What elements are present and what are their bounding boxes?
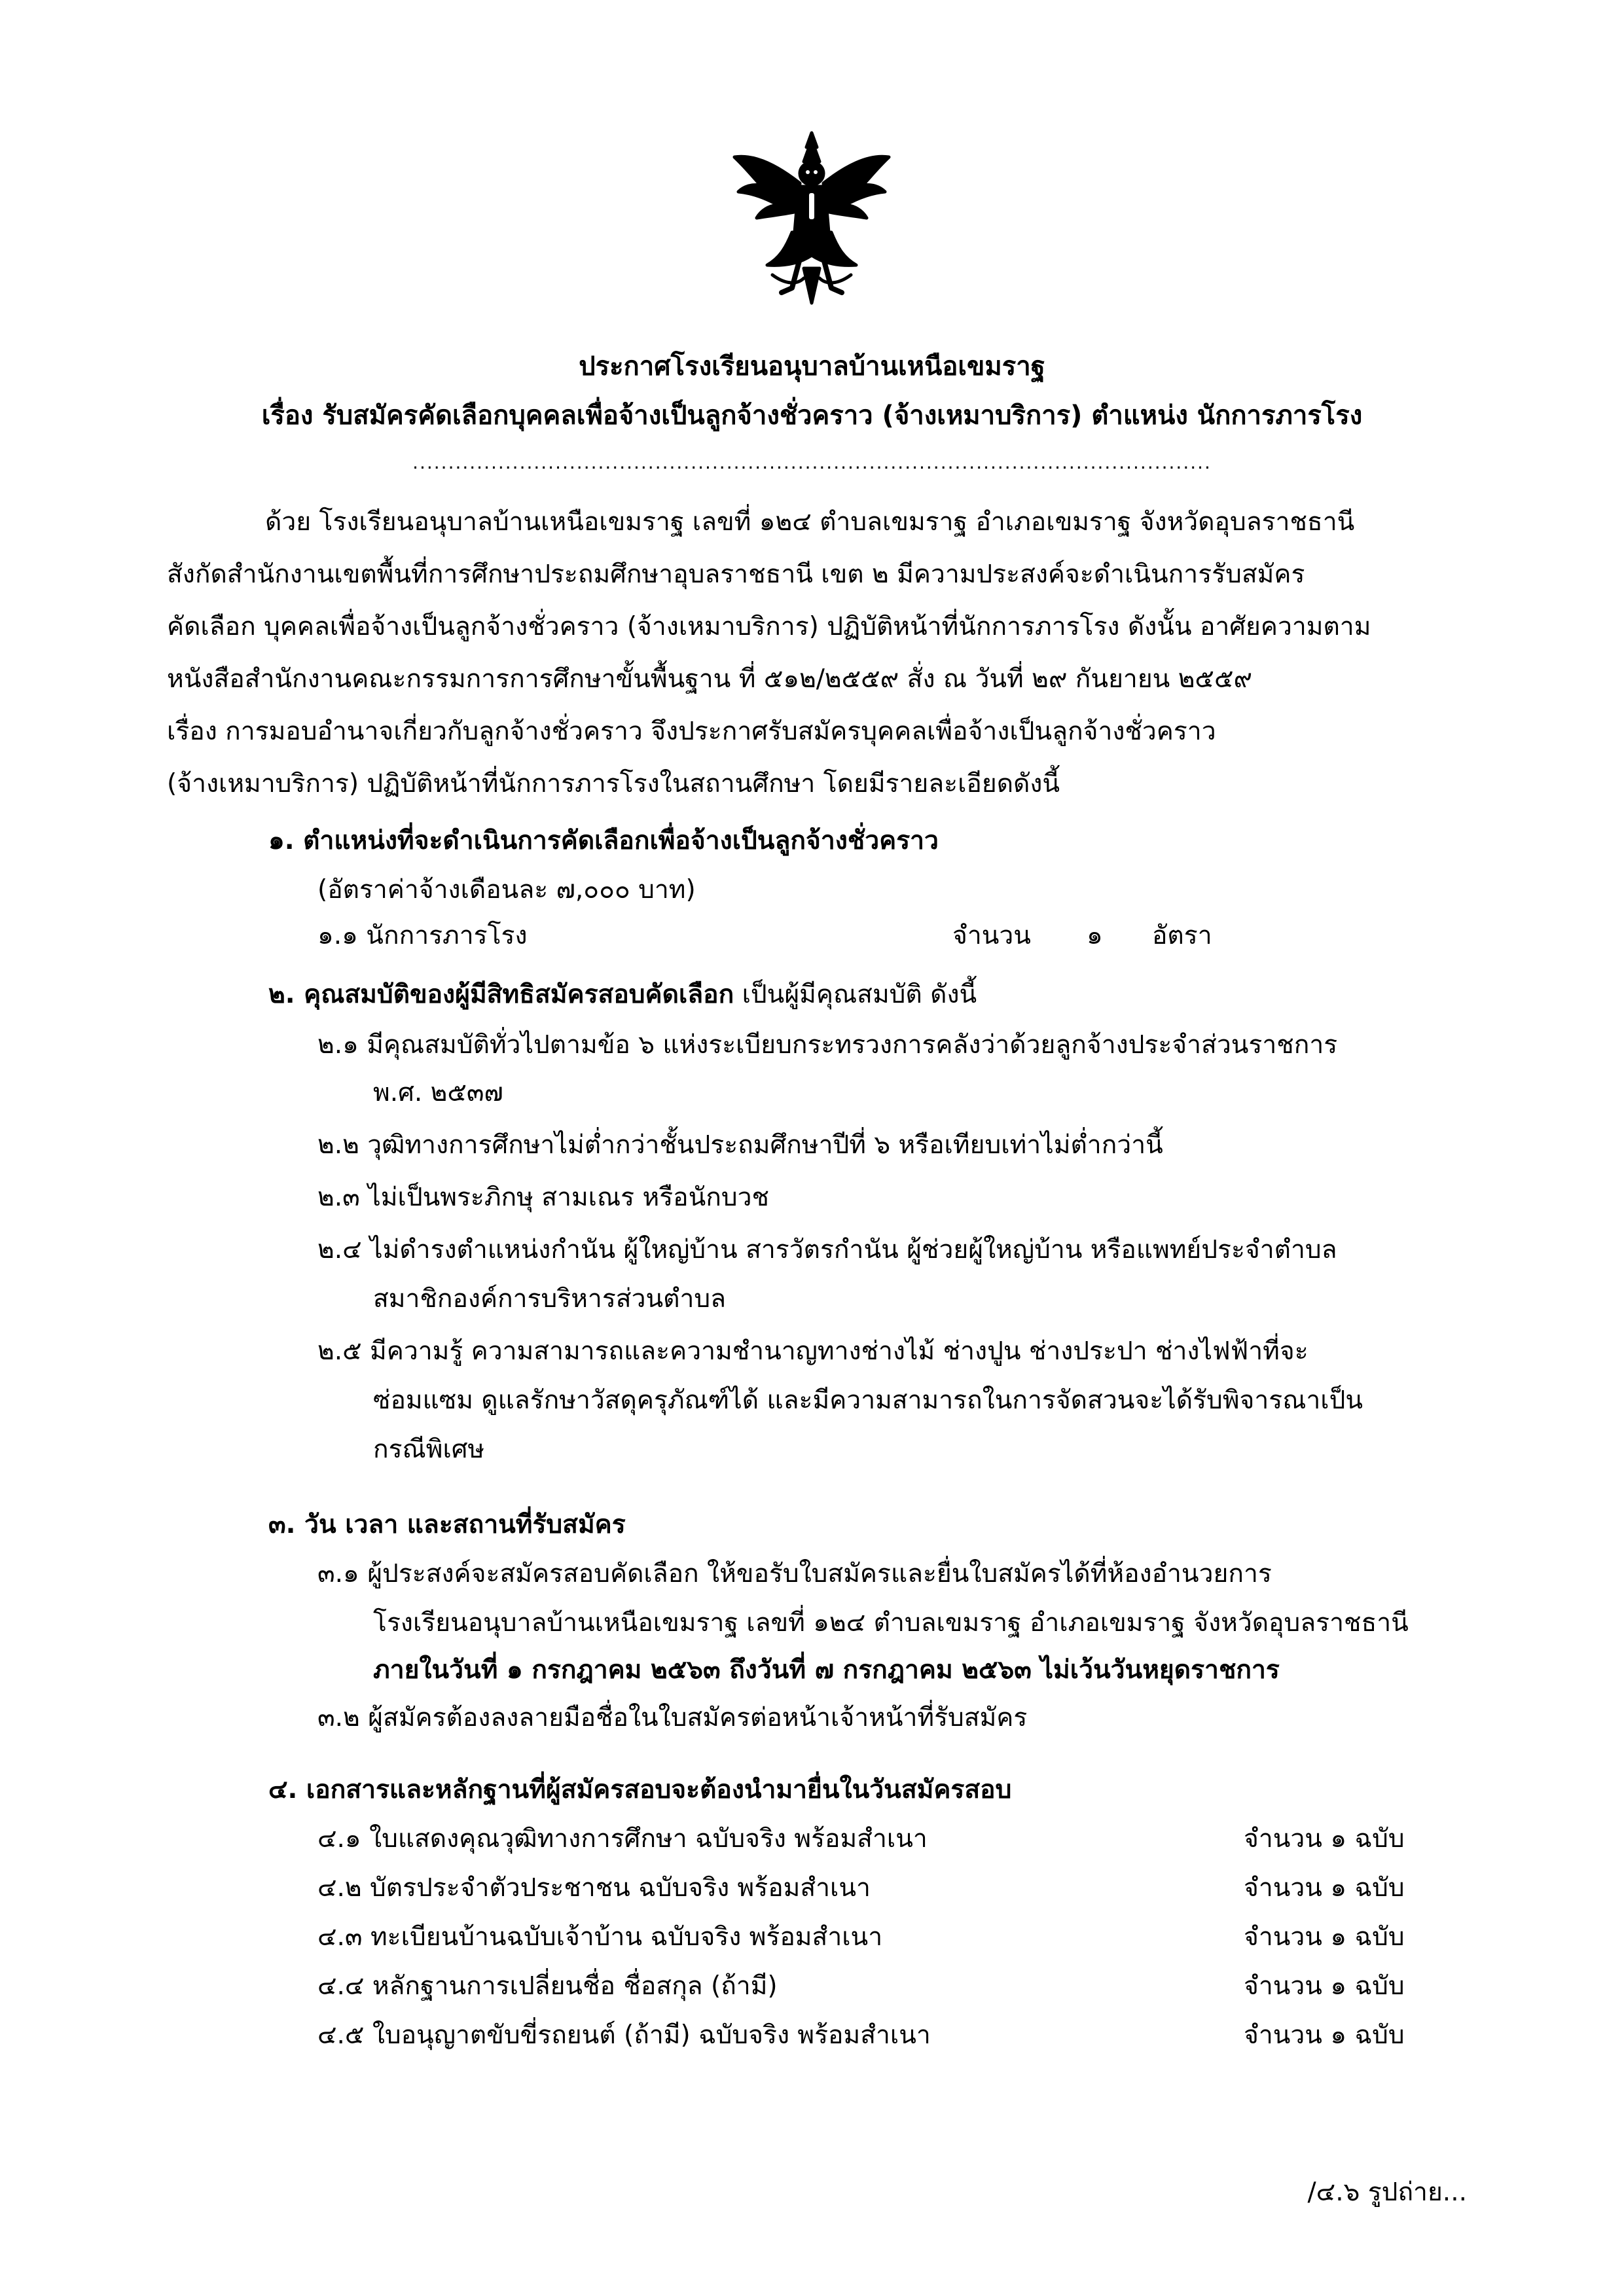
document-item-label: ๔.๑ ใบแสดงคุณวุฒิทางการศึกษา ฉบับจริง พร้อมสำเนา	[317, 1824, 928, 1854]
section-2-item: ๒.๑ มีคุณสมบัติทั่วไปตามข้อ ๖ แห่งระเบียบกระทรวงการคลังว่าด้วยลูกจ้างประจำส่วนราชการ	[317, 1030, 1338, 1060]
document-item-qty: จำนวน ๑ ฉบับ	[1244, 1873, 1405, 1903]
section-1-unit: อัตรา	[1152, 921, 1212, 950]
title-separator: ................................................................................................................	[412, 452, 1212, 473]
garuda-emblem-icon	[727, 128, 897, 308]
announcement-title: ประกาศโรงเรียนอนุบาลบ้านเหนือเขมราฐ	[579, 351, 1045, 382]
section-2-item: ๒.๓ ไม่เป็นพระภิกษุ สามเณร หรือนักบวช	[317, 1183, 770, 1212]
section-3-item: ๓.๑ ผู้ประสงค์จะสมัครสอบคัดเลือก ให้ขอรับใบสมัครและยื่นใบสมัครได้ที่ห้องอำนวยการ	[317, 1559, 1272, 1588]
document-item-qty: จำนวน ๑ ฉบับ	[1244, 1824, 1405, 1854]
document-item-label: ๔.๕ ใบอนุญาตขับขี่รถยนต์ (ถ้ามี) ฉบับจริง พร้อมสำเนา	[317, 2020, 931, 2050]
page-continuation: /๔.๖ รูปถ่าย...	[1307, 2178, 1467, 2207]
section-2-heading-rest: เป็นผู้มีคุณสมบัติ ดังนี้	[734, 980, 977, 1009]
section-3-heading: ๓. วัน เวลา และสถานที่รับสมัคร	[268, 1510, 626, 1539]
section-1-count: ๑	[1087, 921, 1103, 950]
section-2-item-cont: พ.ศ. ๒๕๓๗	[373, 1078, 503, 1107]
section-1-heading: ๑. ตำแหน่งที่จะดำเนินการคัดเลือกเพื่อจ้างเป็นลูกจ้างชั่วคราว	[268, 826, 939, 855]
section-2-heading-bold: ๒. คุณสมบัติของผู้มีสิทธิสมัครสอบคัดเลือก	[268, 980, 734, 1009]
intro-line: เรื่อง การมอบอำนาจเกี่ยวกับลูกจ้างชั่วคราว จึงประกาศรับสมัครบุคคลเพื่อจ้างเป็นลูกจ้างชั่วคราว	[167, 717, 1216, 746]
intro-paragraph	[167, 496, 1470, 810]
section-2-item-cont: กรณีพิเศษ	[373, 1435, 485, 1464]
section-2-item: ๒.๒ วุฒิทางการศึกษาไม่ต่ำกว่าชั้นประถมศึกษาปีที่ ๖ หรือเทียบเท่าไม่ต่ำกว่านี้	[317, 1130, 1163, 1160]
section-1-rate: (อัตราค่าจ้างเดือนละ ๗,๐๐๐ บาท)	[317, 875, 696, 905]
section-1-item-label: ๑.๑ นักการภารโรง	[317, 921, 528, 950]
announcement-subject: เรื่อง รับสมัครคัดเลือกบุคคลเพื่อจ้างเป็นลูกจ้างชั่วคราว (จ้างเหมาบริการ) ตำแหน่ง นักการภารโรง	[261, 401, 1363, 431]
document-item-qty: จำนวน ๑ ฉบับ	[1244, 2020, 1405, 2050]
document-item-label: ๔.๔ หลักฐานการเปลี่ยนชื่อ ชื่อสกุล (ถ้ามี)	[317, 1971, 778, 2001]
section-3-deadline: ภายในวันที่ ๑ กรกฎาคม ๒๕๖๓ ถึงวันที่ ๗ กรกฎาคม ๒๕๖๓ ไม่เว้นวันหยุดราชการ	[373, 1655, 1280, 1685]
section-2-item-cont: สมาชิกองค์การบริหารส่วนตำบล	[373, 1284, 727, 1314]
section-2-item-cont: ซ่อมแซม ดูแลรักษาวัสดุครุภัณฑ์ได้ และมีความสามารถในการจัดสวนจะได้รับพิจารณาเป็น	[373, 1386, 1363, 1415]
section-1-count-label: จำนวน	[952, 921, 1031, 950]
intro-line: ด้วย โรงเรียนอนุบาลบ้านเหนือเขมราฐ เลขที่ ๑๒๔ ตำบลเขมราฐ อำเภอเขมราฐ จังหวัดอุบลราชธานี	[265, 507, 1355, 537]
document-item-label: ๔.๒ บัตรประจำตัวประชาชน ฉบับจริง พร้อมสำเนา	[317, 1873, 871, 1903]
section-2-item: ๒.๕ มีความรู้ ความสามารถและความชำนาญทางช่างไม้ ช่างปูน ช่างประปา ช่างไฟฟ้าที่จะ	[317, 1336, 1308, 1366]
document-item-qty: จำนวน ๑ ฉบับ	[1244, 1922, 1405, 1952]
intro-line: สังกัดสำนักงานเขตพื้นที่การศึกษาประถมศึกษาอุบลราชธานี เขต ๒ มีความประสงค์จะดำเนินการรับสมัคร	[167, 560, 1305, 589]
intro-line: หนังสือสำนักงานคณะกรรมการการศึกษาขั้นพื้นฐาน ที่ ๕๑๒/๒๕๕๙ สั่ง ณ วันที่ ๒๙ กันยายน ๒๕๕๙	[167, 664, 1253, 694]
intro-line: คัดเลือก บุคคลเพื่อจ้างเป็นลูกจ้างชั่วคราว (จ้างเหมาบริการ) ปฏิบัติหน้าที่นักการภารโรง ดังนั้น อาศัยความตาม	[167, 612, 1371, 641]
document-item-label: ๔.๓ ทะเบียนบ้านฉบับเจ้าบ้าน ฉบับจริง พร้อมสำเนา	[317, 1922, 883, 1952]
section-3-item: ๓.๒ ผู้สมัครต้องลงลายมือชื่อในใบสมัครต่อหน้าเจ้าหน้าที่รับสมัคร	[317, 1703, 1028, 1732]
section-3-item-cont: โรงเรียนอนุบาลบ้านเหนือเขมราฐ เลขที่ ๑๒๔ ตำบลเขมราฐ อำเภอเขมราฐ จังหวัดอุบลราชธานี	[373, 1608, 1409, 1638]
section-2-item: ๒.๔ ไม่ดำรงตำแหน่งกำนัน ผู้ใหญ่บ้าน สารวัตรกำนัน ผู้ช่วยผู้ใหญ่บ้าน หรือแพทย์ประจำตำบล	[317, 1235, 1337, 1265]
section-2-heading	[268, 975, 977, 1014]
document-item-qty: จำนวน ๑ ฉบับ	[1244, 1971, 1405, 2001]
section-4-heading: ๔. เอกสารและหลักฐานที่ผู้สมัครสอบจะต้องนำมายื่นในวันสมัครสอบ	[268, 1775, 1012, 1804]
intro-line: (จ้างเหมาบริการ) ปฏิบัติหน้าที่นักการภารโรงในสถานศึกษา โดยมีรายละเอียดดังนี้	[167, 769, 1060, 798]
